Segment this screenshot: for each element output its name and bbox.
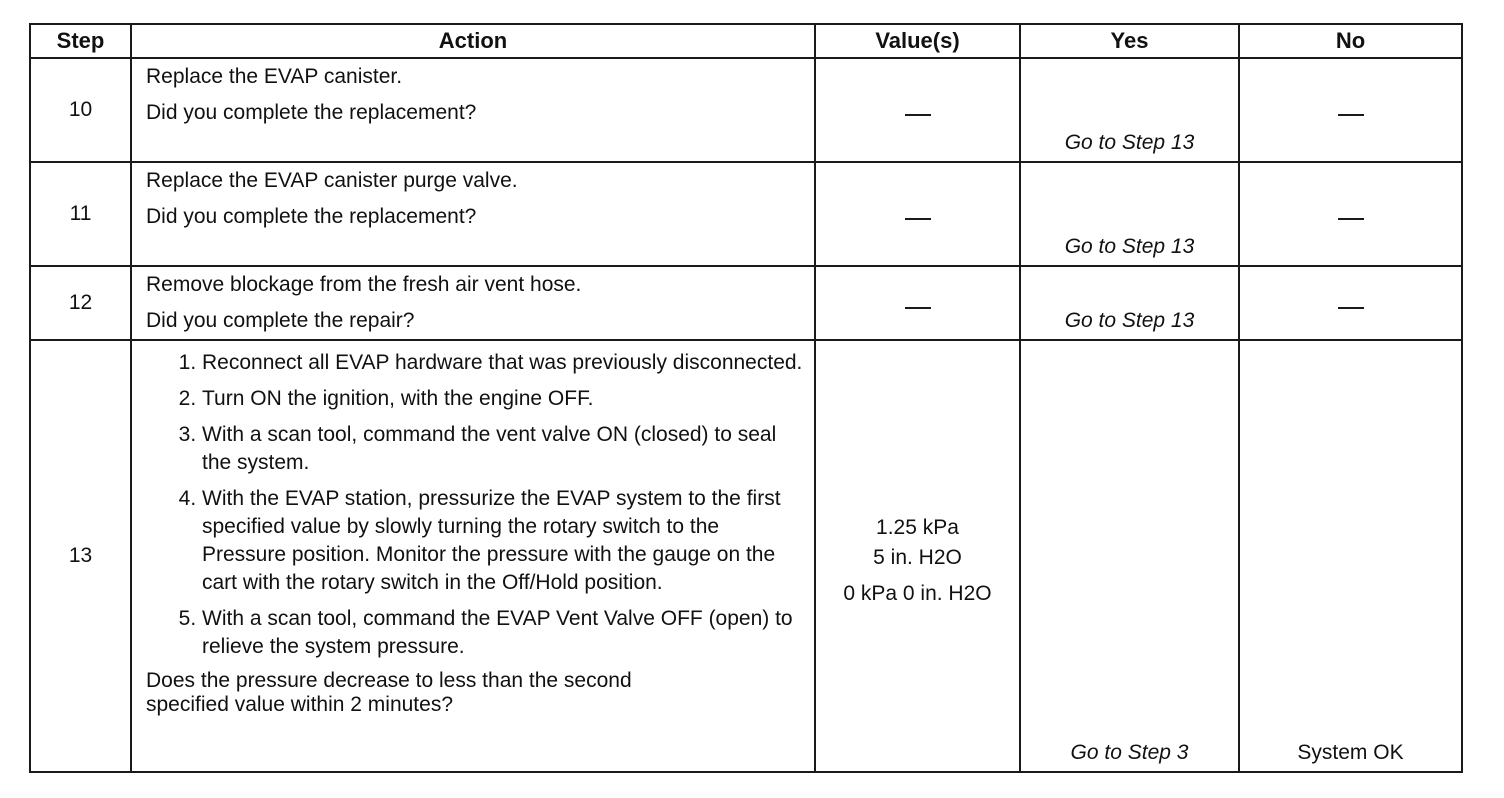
action-question: Does the pressure decrease to less than the second specified value within 2 minutes?	[146, 669, 632, 716]
value-text: 5 in. H2O	[873, 546, 962, 569]
no-cell: System OK	[1239, 340, 1462, 772]
diagnostic-table	[29, 23, 1463, 773]
dash-mark	[905, 218, 931, 220]
step-number: 10	[30, 58, 131, 162]
no-cell	[1239, 58, 1462, 162]
no-cell	[1239, 162, 1462, 266]
value-text: 0 kPa 0 in. H2O	[843, 582, 992, 605]
action-cell	[131, 266, 815, 340]
header-no: No	[1239, 24, 1462, 58]
values-cell	[815, 162, 1020, 266]
action-question: Did you complete the replacement?	[146, 205, 477, 228]
dash-mark	[905, 114, 931, 116]
values-cell	[815, 340, 1020, 772]
no-cell	[1239, 266, 1462, 340]
table-row	[30, 340, 1462, 772]
yes-cell: Go to Step 13	[1020, 58, 1239, 162]
action-question: Did you complete the replacement?	[146, 101, 477, 124]
yes-cell: Go to Step 13	[1020, 162, 1239, 266]
list-item: 1. Reconnect all EVAP hardware that was previously disconnected.	[202, 349, 804, 377]
values-cell	[815, 266, 1020, 340]
action-question: Did you complete the repair?	[146, 309, 415, 332]
action-instruction: Replace the EVAP canister.	[146, 65, 403, 88]
action-cell	[131, 162, 815, 266]
list-item: 3. With a scan tool, command the vent valve ON (closed) to seal the system.	[202, 421, 804, 477]
action-cell	[131, 58, 815, 162]
table-row	[30, 162, 1462, 266]
header-action: Action	[131, 24, 815, 58]
action-cell	[131, 340, 815, 772]
dash-mark	[1338, 114, 1364, 116]
step-number: 12	[30, 266, 131, 340]
action-instruction: Remove blockage from the fresh air vent hose.	[146, 273, 582, 296]
yes-cell: Go to Step 3	[1020, 340, 1239, 772]
header-values: Value(s)	[815, 24, 1020, 58]
dash-mark	[905, 307, 931, 309]
procedure-list	[146, 349, 804, 661]
values-cell	[815, 58, 1020, 162]
action-instruction: Replace the EVAP canister purge valve.	[146, 169, 518, 192]
list-item: 5. With a scan tool, command the EVAP Vent Valve OFF (open) to relieve the system pressure.	[202, 605, 804, 661]
table-row	[30, 58, 1462, 162]
header-step: Step	[30, 24, 131, 58]
header-row	[30, 24, 1462, 58]
dash-mark	[1338, 218, 1364, 220]
list-item: 2. Turn ON the ignition, with the engine OFF.	[202, 385, 804, 413]
step-number: 11	[30, 162, 131, 266]
table-row	[30, 266, 1462, 340]
step-number: 13	[30, 340, 131, 772]
value-text: 1.25 kPa	[876, 516, 959, 539]
dash-mark	[1338, 307, 1364, 309]
list-item: 4. With the EVAP station, pressurize the EVAP system to the first specified value by slowly turning the rotary switch to the Pressure position. Monitor the pressure with the gauge on the cart with the rotary switch in the Off/Hold position.	[202, 485, 804, 597]
header-yes: Yes	[1020, 24, 1239, 58]
yes-cell: Go to Step 13	[1020, 266, 1239, 340]
